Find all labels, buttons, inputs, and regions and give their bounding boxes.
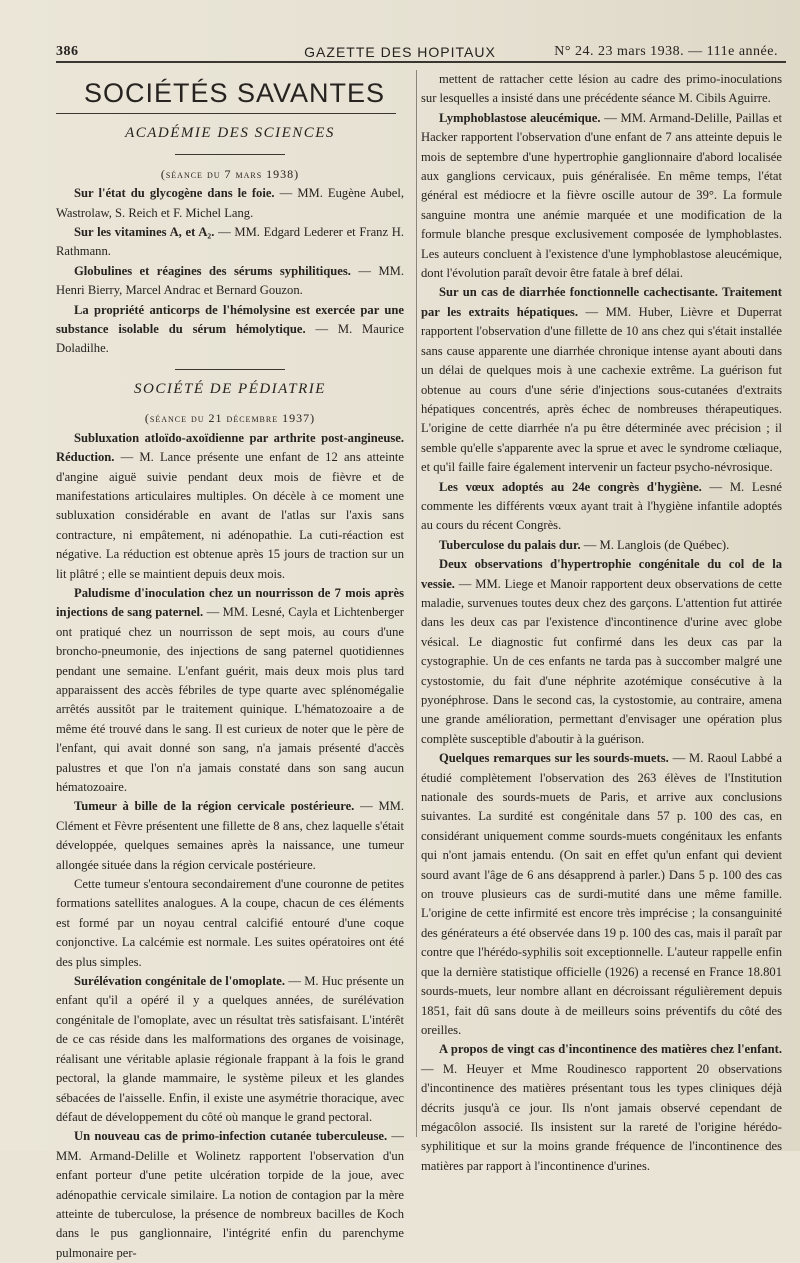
article-paragraph <box>56 584 404 797</box>
entry-text: — M. Huc présente un enfant qu'il a opéré il y a quelques années, de surélévation congénitale de l'omoplate, avec un résultat très satisfaisant. L'intérêt de ce cas réside dans les malformations des organes de voisinage, réalisant une véritable aplasie régionale frappant à la fois le grand pectoral, la glande mammaire, le système pileux et les glandes sébacées de l'aisselle. Enfin, il existe une asymétrie thoracique, avec défaut de développement du côté où manque le grand pectoral. <box>56 974 404 1124</box>
academy-entry <box>56 184 404 223</box>
entry-text: — MM. Liege et Manoir rapportent deux observations de cette maladie, survenues toutes deux chez des garçons. L'attention fut attirée dans les deux cas par l'existence d'incontinence d'urine avec globe vésical. Le diagnostic fut confirmé dans les deux cas par la cystographie. Un de ces enfants ne tarda pas à succomber malgré une cystostomie, du fait d'une néphrite azotémique consécutive à la pyonéphrose. Dans le second cas, la cystostomie, au contraire, amena une grande amélioration, permettant d'envisager une opération plus complète susceptible d'aboutir à la guérison. <box>421 576 782 746</box>
header-rule <box>56 61 786 63</box>
entry-text: mettent de rattacher cette lésion au cadre des primo-inoculations sur lesquelles a insisté dans une précédente séance M. Cibils Aguirre. <box>421 72 782 106</box>
entry-title: Sur les vitamines A, et A₂. <box>74 225 215 240</box>
entry-title: Les vœux adoptés au 24e congrès d'hygiène. <box>439 479 702 494</box>
entry-title: Sur un cas de diarrhée fonctionnelle cachectisante. Traitement par les extraits hépatiques. <box>421 285 782 319</box>
article-paragraph <box>56 1127 404 1263</box>
entry-text: — MM. Armand-Delille, Paillas et Hacker rapportent l'observation d'une enfant de 7 ans atteinte depuis le mois de septembre d'une hypertrophie ganglionnaire d'abord localisée aux ganglions cervicaux, puis généralisée. En même temps, l'état général est médiocre et la fièvre oscille autour de 39°. La formule sanguine montra une anémie marquée et une modification de la formule blanche presque exclusivement composée de lymphoblastes. Les auteurs concluent à l'existence d'une lymphoblastose aleucémique, dont l'évolution paraît devoir être fatale à bref délai. <box>421 110 782 281</box>
page-number: 386 <box>56 44 79 59</box>
entry-text: Cette tumeur s'entoura secondairement d'une couronne de petites formations satellites analogues. A la coupe, chacun de ces éléments est formé par un noyau central calcifié entouré d'une coque conjonctive. La calcémie est normale. Les suites opératoires ont été des plus simples. <box>56 877 404 969</box>
academy-entry <box>56 301 404 359</box>
divider <box>175 154 285 155</box>
entry-authors: — MM. Edgard Lederer et Franz H. Rathmann. <box>56 225 405 259</box>
entry-text: — MM. Huber, Lièvre et Duperrat rapportent l'observation d'une fillette de 10 ans chez qui s'était installée sans cause apparente une diarrhée chronique intense ayant abouti dans un délai de quelques mois à une cachexie extrême. La guérison fut obtenue au cours d'une série d'injections sous-cutanées d'extraits hépatiques concentrés, après échec de nombreuses thérapeutiques. L'origine de cette diarrhée n'a pu être déterminée avec précision ; il semble qu'elle s'apparente avec la sprue et avec le syndrome cœliaque, et qu'il faille faire également intervenir un facteur psycho-névrosique. <box>421 304 782 475</box>
entry-authors: — MM. Henri Bierry, Marcel Andrac et Bernard Gouzon. <box>56 263 405 298</box>
right-column <box>416 70 782 1173</box>
article-paragraph <box>421 536 782 555</box>
entry-title: Un nouveau cas de primo-infection cutanée tuberculeuse. <box>74 1129 388 1144</box>
article-paragraph <box>421 555 782 749</box>
entry-title: La propriété anticorps de l'hémolysine est exercée par une substance isolable du sérum hémolytique. <box>56 302 404 337</box>
issue-info: N° 24. 23 mars 1938. — 111e année. <box>554 44 778 59</box>
entry-text: — MM. Lesné, Cayla et Lichtenberger ont pratiqué chez un nourrisson de sept mois, au cours d'une broncho-pneumonie, des injections de sang paternel quotidiennes pendant une semaine. L'enfant guérit, mais deux mois plus tard apparaissent des accès fébriles de type quarte avec splénomégalie arrêtés aussitôt par le traitement quinique. L'hématozoaire a de même été trouvé dans le sang. Il est curieux de noter que le père de l'enfant, qui avait donné son sang, n'a jamais présenté d'accès palustres et que l'on n'a jamais constaté dans son sang aucun hématozoaire. <box>56 605 405 794</box>
entry-title: Deux observations d'hypertrophie congénitale du col de la vessie. <box>421 557 782 591</box>
article-paragraph <box>56 797 404 875</box>
entry-title: A propos de vingt cas d'incontinence des matières chez l'enfant. <box>439 1042 782 1057</box>
entry-text: — M. Lesné commente les différents vœux ayant trait à l'hygiène infantile adoptés au cours du récent Congrès. <box>421 479 782 533</box>
left-column <box>56 70 405 1260</box>
journal-title: GAZETTE DES HOPITAUX <box>304 44 496 60</box>
article-paragraph <box>421 283 782 477</box>
article-paragraph <box>421 70 782 109</box>
section-title: SOCIÉTÉS SAVANTES <box>84 78 386 108</box>
article-paragraph <box>421 749 782 1040</box>
pediatrics-heading: SOCIÉTÉ DE PÉDIATRIE <box>134 380 326 397</box>
entry-title: Quelques remarques sur les sourds-muets. <box>439 751 669 766</box>
entry-text: — M. Langlois (de Québec). <box>580 537 730 552</box>
entry-title: Lymphoblastose aleucémique. <box>439 110 601 125</box>
article-paragraph <box>421 1040 782 1176</box>
entry-title: Paludisme d'inoculation chez un nourrisson de 7 mois après injections de sang paternel. <box>56 585 404 620</box>
entry-text: — MM. Armand-Delille et Wolinetz rapportent l'observation d'un enfant porteur d'une petite ulcération torpide de la joue, avec adénopathie cervicale similaire. La notion de contagion par la mère atteinte de tuberculose, la présence de nombreux bacilles de Koch dans le pus ganglionnaire, l'intégrité enfin du parenchyme pulmonaire per- <box>56 1129 404 1260</box>
academy-entry <box>56 223 404 262</box>
entry-text: — M. Heuyer et Mme Roudinesco rapportent 20 observations d'incontinence des matières présentant tous les types cliniques déjà décrits jusqu'à ce jour. Ils n'ont jamais observé cependant de mégacôlon associé. Ils insistent sur la rareté de l'origine hérédo-syphilitique et sur la moins grande fréquence de l'incontinence des matières par rapport à l'incontinence d'urines. <box>421 1061 782 1173</box>
article-paragraph <box>56 429 404 584</box>
entry-text: — M. Lance présente une enfant de 12 ans atteinte d'angine aiguë suivie pendant deux mois de fièvre et de manifestations articulaires multiples. On décèle à ce moment une subluxation considérable en avant de l'atlas sur l'axis sans contracture, ni empâtement, ni adénopathie. La cuti-réaction est négative. La réduction est obtenue après 15 jours de traction sur un lit plâtré ; elle se maintient depuis deux mois. <box>56 450 404 581</box>
academy-session: (séance du 7 mars 1938) <box>160 166 300 181</box>
academy-entry <box>56 262 404 301</box>
entry-title: Tumeur à bille de la région cervicale postérieure. <box>74 799 355 814</box>
article-paragraph <box>56 875 404 972</box>
entry-text: — MM. Clément et Fèvre présentent une fillette de 8 ans, chez laquelle s'était développée, quelques semaines après la naissance, une tumeur allongée située dans la région cervicale postérieure. <box>56 799 404 872</box>
entry-title: Globulines et réagines des sérums syphilitiques. <box>74 263 351 278</box>
article-paragraph <box>421 109 782 284</box>
entry-title: Surélévation congénitale de l'omoplate. <box>74 974 286 989</box>
divider <box>175 369 285 370</box>
article-paragraph <box>56 972 404 1127</box>
entry-authors: — MM. Eugène Aubel, Wastrolaw, S. Reich et F. Michel Lang. <box>56 186 404 220</box>
entry-authors: — M. Maurice Doladilhe. <box>56 322 405 356</box>
entry-title: Tuberculose du palais dur. <box>439 537 581 552</box>
entry-title: Sur l'état du glycogène dans le foie. <box>74 186 275 201</box>
entry-title: Subluxation atloïdo-axoïdienne par arthrite post-angineuse. Réduction. <box>56 430 404 465</box>
entry-text: — M. Raoul Labbé a étudié complètement l'observation des 263 élèves de l'Institution nationale des sourds-muets de Paris, et arrive aux conclusions suivantes. La surdité est congénitale dans 57 p. 100 des cas, en considérant uniquement comme sourds-muets congénitaux les enfants qui n'ont jamais entendu. (On sait en effet qu'un enfant qui devient sourd avant l'âge de 6 ans désapprend à parler.) Dans 5 p. 100 des cas on trouve plusieurs cas de surdi-mutité dans une même famille. L'origine de cette infirmité est encore très imprécise ; la consanguinité des générateurs a été observée dans 19 p. 100 des cas, mais il paraît par contre que l'hérédo-syphilis soit exceptionnelle. L'auteur rappelle enfin que la dernière statistique officielle (1926) a recensé en France 18.801 sourds-muets, leur nombre allant en décroissant régulièrement depuis 1851, fait dû sans doute à de meilleurs soins préventifs du côté des oreilles. <box>421 751 782 1037</box>
pediatrics-session: (séance du 21 décembre 1937) <box>144 411 316 426</box>
academy-heading: ACADÉMIE DES SCIENCES <box>125 125 335 142</box>
article-paragraph <box>421 478 782 536</box>
section-rule <box>56 113 396 114</box>
